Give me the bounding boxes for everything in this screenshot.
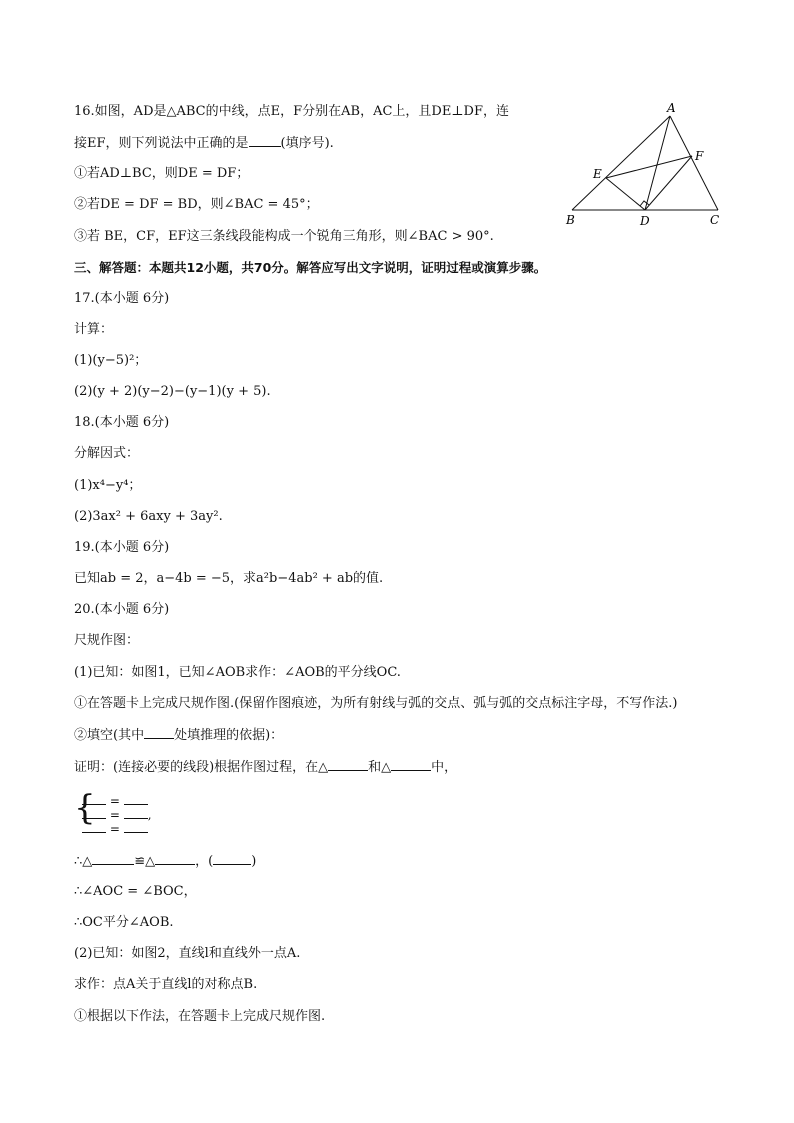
row1-blank-right [124, 792, 148, 805]
concl1-therefore: ∴△ [74, 854, 93, 869]
triangle-figure [560, 100, 730, 230]
congruent-blank-1 [92, 852, 134, 865]
row2-comma: , [147, 808, 152, 822]
q20-conclusion-1 [74, 852, 256, 871]
q16-option-3: ③若 BE，CF，EF这三条线段能构成一个锐角三角形，则∠BAC > 90°. [74, 229, 494, 244]
q20-step2-text: ②填空(其中 [74, 728, 145, 743]
proof-in: 中， [431, 760, 458, 775]
q16-line1: 16.如图，AD是△ABC的中线，点E，F分别在AB，AC上，且DE⊥DF，连 [74, 104, 509, 119]
row2-equals: = [109, 808, 120, 822]
q20-part2: (2)已知：如图2，直线l和直线外一点A. [74, 946, 301, 961]
q18-prompt: 分解因式： [74, 446, 140, 461]
triangle-blank-2 [391, 758, 431, 771]
row1-blank-left [82, 792, 106, 805]
label-D: D [640, 214, 650, 228]
q20-conclusion-3: ∴OC平分∠AOB. [74, 915, 174, 930]
q16-line2-text: 接EF，则下列说法中正确的是 [74, 136, 249, 151]
q16-option-2: ②若DE = DF = BD，则∠BAC = 45°； [74, 197, 319, 212]
proof-intro-text: 证明：(连接必要的线段)根据作图过程，在△ [74, 760, 329, 775]
q20-step2 [74, 726, 283, 745]
q16-option-1: ①若AD⊥BC，则DE = DF； [74, 166, 250, 181]
system-row-3 [82, 820, 148, 836]
proof-and: 和△ [368, 760, 392, 775]
q16-line2-end: (填序号). [280, 136, 334, 151]
label-A: A [667, 101, 676, 115]
q17-prompt: 计算： [74, 322, 114, 337]
congruent-blank-2 [155, 852, 195, 865]
answer-blank [249, 134, 281, 147]
row2-blank-left [82, 806, 106, 819]
q17-part1: (1)(y−5)²； [74, 353, 148, 368]
label-F: F [695, 149, 704, 163]
q20-proof-intro [74, 758, 457, 777]
q20-prompt: 尺规作图： [74, 633, 140, 648]
q18-title: 18.(本小题 6分) [74, 415, 170, 430]
q20-conclusion-2: ∴∠AOC = ∠BOC， [74, 884, 197, 899]
triangle-blank-1 [328, 758, 368, 771]
q16-line2 [74, 134, 334, 153]
q20-step2-end: 处填推理的依据)： [174, 728, 284, 743]
q20-part1: (1)已知：如图1，已知∠AOB求作：∠AOB的平分线OC. [74, 665, 401, 680]
q19-title: 19.(本小题 6分) [74, 540, 170, 555]
concl1-congruent: ≌△ [134, 854, 156, 869]
concl1-paren-open: ，( [195, 854, 214, 869]
row3-blank-right [124, 820, 148, 833]
q20-step1: ①在答题卡上完成尺规作图.(保留作图痕迹，为所有射线与弧的交点、弧与弧的交点标注字母，不写作法.) [74, 696, 678, 711]
equation-system [74, 790, 194, 834]
segment-DE [606, 178, 645, 210]
q17-title: 17.(本小题 6分) [74, 291, 170, 306]
section-heading: 三、解答题：本题共12小题，共70分。解答应写出文字说明，证明过程或演算步骤。 [74, 260, 547, 275]
fill-blank [144, 726, 174, 739]
q17-part2: (2)(y + 2)(y−2)−(y−1)(y + 5). [74, 384, 271, 399]
q20-part2-find: 求作：点A关于直线l的对称点B. [74, 977, 258, 992]
concl1-paren-close: ) [251, 854, 257, 869]
q20-title: 20.(本小题 6分) [74, 602, 170, 617]
brace-symbol: { [74, 788, 96, 828]
row3-equals: = [109, 822, 120, 836]
q20-part2-step1: ①根据以下作法，在答题卡上完成尺规作图. [74, 1009, 326, 1024]
reason-blank [213, 852, 251, 865]
row2-blank-right [124, 806, 148, 819]
q19-text: 已知ab = 2，a−4b = −5，求a²b−4ab² + ab的值. [74, 571, 384, 586]
segment-AB [572, 116, 670, 210]
label-B: B [566, 213, 575, 227]
q18-part2: (2)3ax² + 6axy + 3ay². [74, 509, 223, 524]
q18-part1: (1)x⁴−y⁴； [74, 478, 142, 493]
row1-equals: = [109, 794, 120, 808]
label-E: E [593, 167, 602, 181]
segment-AC [670, 116, 718, 210]
segment-EF [606, 156, 692, 178]
label-C: C [710, 213, 720, 227]
row3-blank-left [82, 820, 106, 833]
